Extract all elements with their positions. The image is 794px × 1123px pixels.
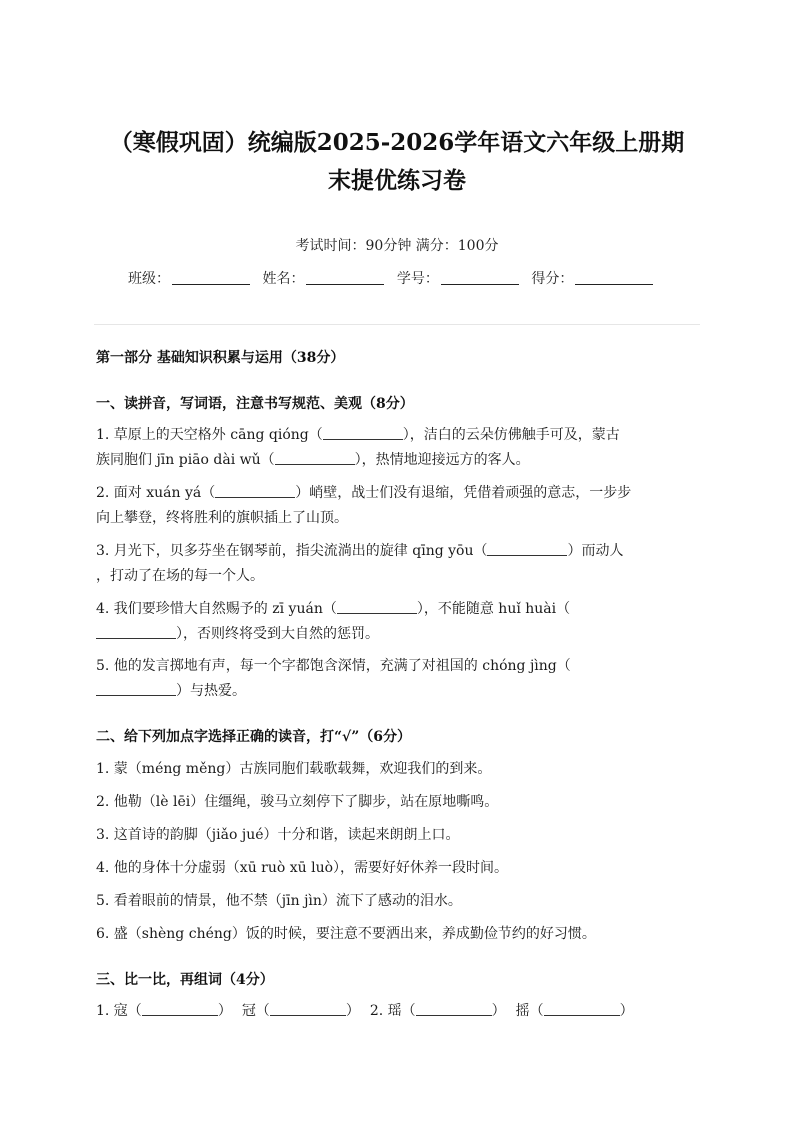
name-field	[262, 268, 384, 288]
question-3-line2: ，打动了在场的每一个人。	[96, 568, 264, 584]
class-label: 班级：	[128, 271, 170, 287]
answer-blank[interactable]	[96, 682, 176, 696]
word-blank[interactable]	[416, 1002, 492, 1016]
section2-heading: 二、给下列加点字选择正确的读音，打“√”（6分）	[96, 729, 412, 745]
question-2-line2: 向上攀登，终将胜利的旗帜插上了山顶。	[96, 510, 348, 526]
exam-title-line1: （寒假巩固）统编版2025-2026学年语文六年级上册期	[109, 129, 685, 156]
part1-heading: 第一部分 基础知识积累与运用（38分）	[96, 350, 345, 366]
answer-blank[interactable]	[96, 625, 176, 639]
pronunciation-item-2: 2. 他勒（lè lēi）住缰绳，骏马立刻停下了脚步，站在原地嘶鸣。	[96, 794, 499, 810]
pronunciation-item-1: 1. 蒙（méng měng）古族同胞们载歌载舞，欢迎我们的到来。	[96, 761, 492, 777]
exam-time-score: 考试时间：90分钟 满分：100分	[295, 238, 499, 254]
question-2-line1: 2. 面对 xuán yá（ ）峭壁，战士们没有退缩，凭借着顽强的意志，一步步	[96, 485, 632, 501]
question-5-line2: ）与热爱。	[96, 681, 700, 701]
student-info-row	[128, 268, 688, 288]
score-label: 得分：	[531, 271, 574, 287]
name-label: 姓名：	[262, 271, 305, 287]
question-4-line2: ），否则终将受到大自然的惩罚。	[96, 624, 700, 644]
word-blank[interactable]	[142, 1002, 218, 1016]
word-blank[interactable]	[544, 1002, 620, 1016]
name-blank[interactable]	[306, 270, 384, 285]
question-1-line1: 1. 草原上的天空格外 cāng qióng（ ），洁白的云朵仿佛触手可及，蒙古	[96, 427, 620, 443]
student-id-label: 学号：	[396, 271, 439, 287]
question-4-line1: 4. 我们要珍惜大自然赐予的 zī yuán（ ），不能随意 huǐ huài（	[96, 601, 571, 617]
exam-title-line2: 末提优练习卷	[328, 167, 466, 194]
question-5-line1: 5. 他的发言掷地有声，每一个字都饱含深情，充满了对祖国的 chóng jìng（	[96, 658, 571, 674]
pronunciation-item-3: 3. 这首诗的韵脚（jiǎo jué）十分和谐，读起来朗朗上口。	[96, 827, 460, 843]
answer-blank[interactable]	[215, 484, 295, 498]
question-1-line2: 族同胞们 jīn piāo dài wǔ（ ），热情地迎接远方的客人。	[96, 452, 530, 468]
answer-blank[interactable]	[275, 451, 355, 465]
class-field	[128, 268, 250, 288]
class-blank[interactable]	[172, 270, 250, 285]
answer-blank[interactable]	[487, 542, 567, 556]
header-divider	[94, 324, 700, 325]
answer-blank[interactable]	[337, 600, 417, 614]
student-id-field	[397, 268, 519, 288]
compare-words-row: 1. 寇（ ） 冠（ ） 2. 瑶（ ） 摇（ ）	[96, 1003, 634, 1019]
score-field	[531, 268, 653, 288]
score-blank[interactable]	[575, 270, 653, 285]
answer-blank[interactable]	[323, 426, 403, 440]
question-3-line1: 3. 月光下，贝多芬坐在钢琴前，指尖流淌出的旋律 qīng yōu（ ）而动人	[96, 543, 624, 559]
section1-heading: 一、读拼音，写词语，注意书写规范、美观（8分）	[96, 396, 414, 412]
student-id-blank[interactable]	[441, 270, 519, 285]
pronunciation-item-4: 4. 他的身体十分虚弱（xū ruò xū luò），需要好好休养一段时间。	[96, 860, 509, 876]
section3-heading: 三、比一比，再组词（4分）	[96, 972, 274, 988]
pronunciation-item-5: 5. 看着眼前的情景，他不禁（jīn jìn）流下了感动的泪水。	[96, 893, 462, 909]
word-blank[interactable]	[270, 1002, 346, 1016]
pronunciation-item-6: 6. 盛（shèng chéng）饭的时候，要注意不要洒出来，养成勤俭节约的好习惯。	[96, 926, 596, 942]
